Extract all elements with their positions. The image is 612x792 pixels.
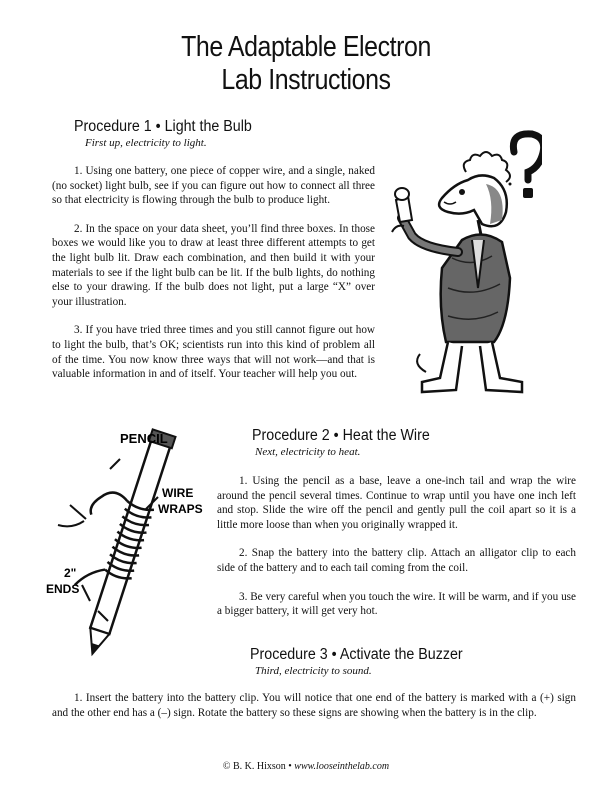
procedure-2-step-3: 3. Be very careful when you touch the wire. It will be warm, and if you use a bigger battery, it will get very hot. xyxy=(217,590,576,618)
footer-website: www.looseinthelab.com xyxy=(294,761,390,772)
wire-wraps-label-1: WIRE xyxy=(162,486,194,500)
confused-scientist-illustration xyxy=(382,128,542,398)
procedure-3-subtitle: Third, electricity to sound. xyxy=(255,665,372,677)
pencil-label: PENCIL xyxy=(120,431,168,446)
wire-wraps-label-2: WRAPS xyxy=(158,502,203,516)
footer-author: © B. K. Hixson • xyxy=(222,761,295,772)
procedure-2-step-1: 1. Using the pencil as a base, leave a one-inch tail and wrap the wire around the pencil several times. Continue to wrap until you have one inch left and stop. Slide the wire off the pencil and gently pull the coil apart so it is a little more loose than when you originally wrapped it. xyxy=(217,475,576,531)
procedure-2-step-2: 2. Snap the battery into the battery clip. Attach an alligator clip to each side of the battery and to each tail coming from the coil. xyxy=(217,547,576,574)
pencil-wire-illustration xyxy=(38,425,228,665)
page-title-line-1: The Adaptable Electron xyxy=(181,31,431,63)
ends-label-2: ENDS xyxy=(46,582,80,596)
ends-label-1: 2" xyxy=(64,566,77,580)
procedure-1-step-2: 2. In the space on your data sheet, you’ll find three boxes. In those boxes we would like you to draw at least three different attempts to get the light bulb lit. Draw each combination, and then build it with your materials to see if the light bulb can be lit. If the bulb lights, do nothing else to your drawing. If the bulb does not light, put a large “X” over your illustration. xyxy=(52,222,375,308)
procedure-3-step-1: 1. Insert the battery into the battery clip. You will notice that one end of the battery is marked with a (+) sign and the other end has a (–) sign. Rotate the battery so these signs are showing when the battery is in the clip. xyxy=(52,692,576,719)
procedure-1-subtitle: First up, electricity to light. xyxy=(85,137,207,149)
procedure-1-step-1: 1. Using one battery, one piece of copper wire, and a single, naked (no socket) light bulb, see if you can figure out how to connect all three so that electricity is flowing through the bulb to produce light. xyxy=(52,165,375,207)
procedure-1-body xyxy=(52,164,375,382)
procedure-3-title: Procedure 3 • Activate the Buzzer xyxy=(250,646,463,663)
procedure-2-subtitle: Next, electricity to heat. xyxy=(255,446,361,458)
procedure-2-title: Procedure 2 • Heat the Wire xyxy=(252,427,430,444)
page-footer xyxy=(0,761,612,772)
procedure-2-body xyxy=(217,474,576,619)
procedure-1-title: Procedure 1 • Light the Bulb xyxy=(74,118,252,135)
procedure-1-step-3: 3. If you have tried three times and you still cannot figure out how to light the bulb, that’s OK; scientists run into this kind of problem all of the time. You now know three ways that will not work—and that is valuable information in and of itself. Your teacher will help you out. xyxy=(52,324,375,381)
page-title-line-2: Lab Instructions xyxy=(221,64,391,96)
procedure-3-body xyxy=(52,691,576,720)
